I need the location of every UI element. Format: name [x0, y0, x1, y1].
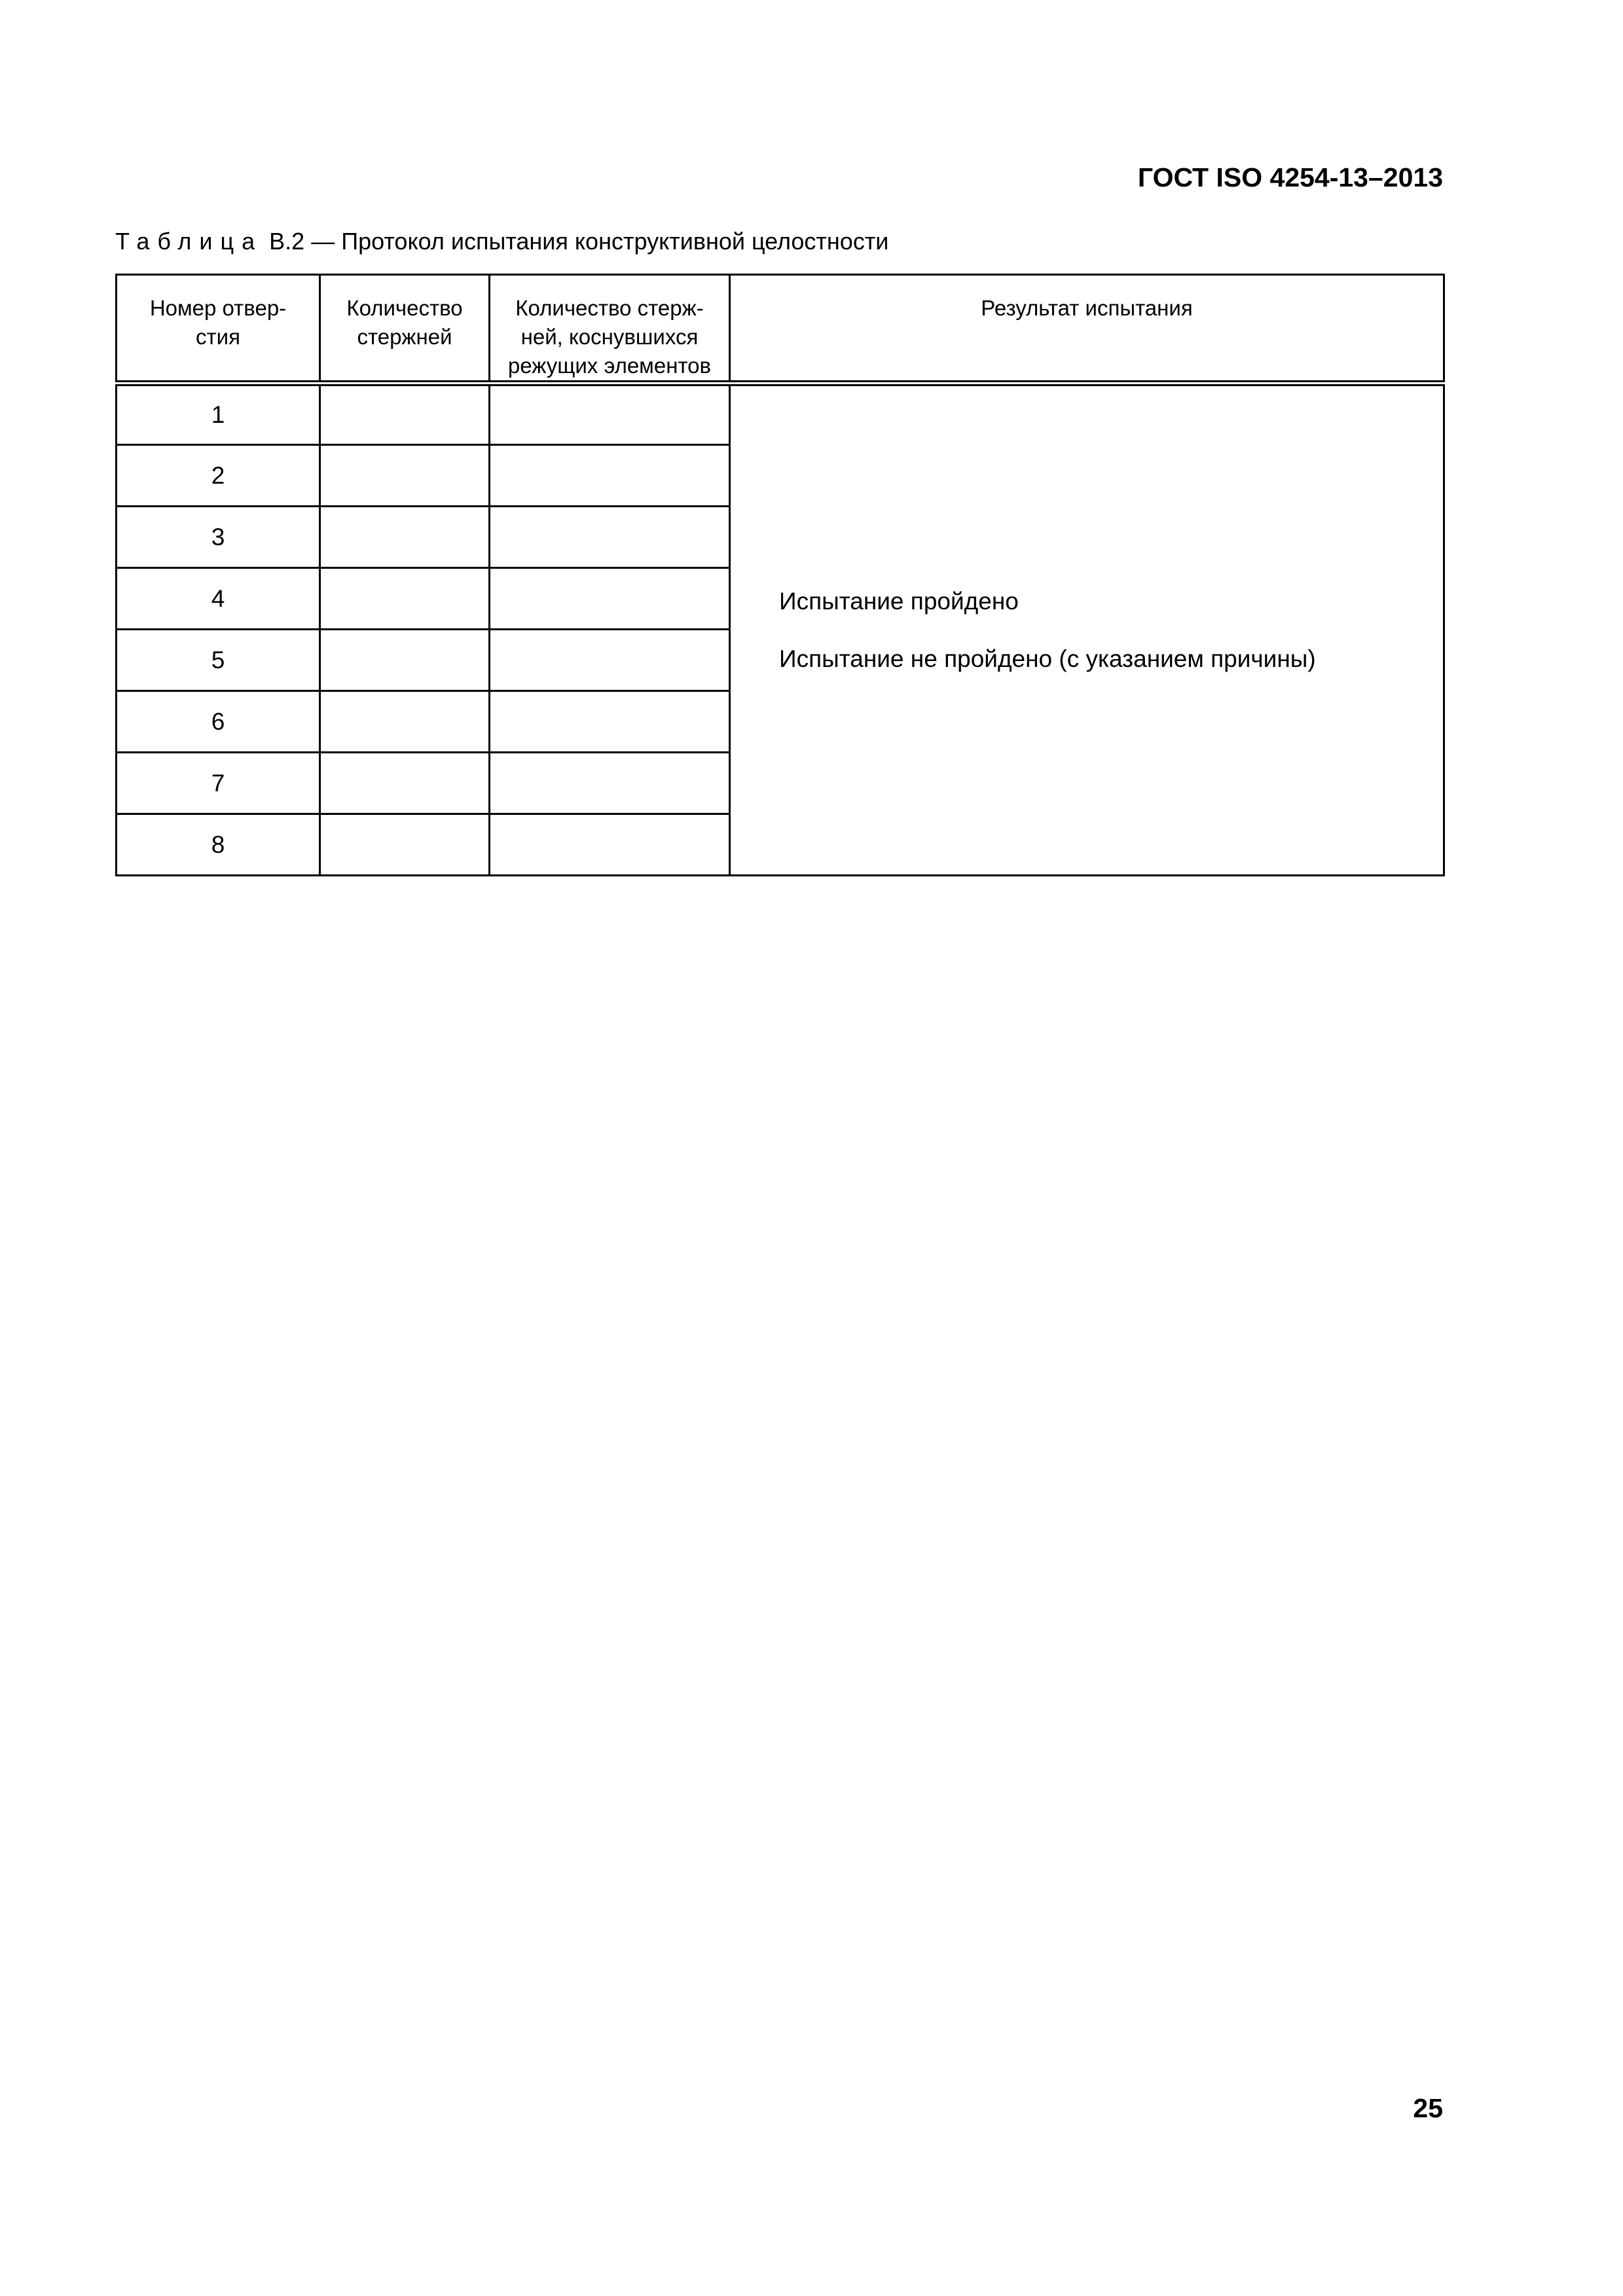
- touched-rods-cell: [490, 507, 730, 568]
- hole-number-cell: 3: [117, 507, 320, 568]
- table-caption-word: Таблица: [115, 228, 263, 255]
- hole-number-cell: 1: [117, 384, 320, 445]
- rod-count-cell: [320, 445, 490, 507]
- touched-rods-cell: [490, 691, 730, 753]
- touched-rods-cell: [490, 384, 730, 445]
- rod-count-cell: [320, 691, 490, 753]
- table-caption-text: В.2 — Протокол испытания конструктивной целостности: [269, 228, 889, 255]
- rod-count-cell: [320, 568, 490, 630]
- touched-rods-cell: [490, 630, 730, 691]
- hole-number-cell: 7: [117, 753, 320, 814]
- test-protocol-table: [115, 274, 1445, 876]
- touched-rods-cell: [490, 814, 730, 876]
- result-passed: Испытание пройдено: [779, 588, 1019, 615]
- rod-count-cell: [320, 630, 490, 691]
- result-failed: Испытание не пройдено (с указанием причины): [779, 645, 1316, 672]
- table-header-row: [117, 275, 1444, 384]
- table-caption: [115, 228, 888, 255]
- hole-number-cell: 2: [117, 445, 320, 507]
- table-row: [117, 384, 1444, 445]
- hole-number-cell: 4: [117, 568, 320, 630]
- header-rod-count: Количество стержней: [320, 275, 490, 384]
- rod-count-cell: [320, 753, 490, 814]
- hole-number-cell: 5: [117, 630, 320, 691]
- page-number: 25: [1413, 2093, 1443, 2123]
- header-hole-number: Номер отвер- стия: [117, 275, 320, 384]
- hole-number-cell: 8: [117, 814, 320, 876]
- rod-count-cell: [320, 384, 490, 445]
- header-test-result: Результат испытания: [730, 275, 1444, 384]
- document-code: ГОСТ ISO 4254-13–2013: [1137, 162, 1443, 192]
- rod-count-cell: [320, 507, 490, 568]
- test-result-cell: [730, 384, 1444, 876]
- touched-rods-cell: [490, 445, 730, 507]
- touched-rods-cell: [490, 568, 730, 630]
- touched-rods-cell: [490, 753, 730, 814]
- rod-count-cell: [320, 814, 490, 876]
- hole-number-cell: 6: [117, 691, 320, 753]
- header-touched-rods: Количество стерж- ней, коснувшихся режущих элементов: [490, 275, 730, 384]
